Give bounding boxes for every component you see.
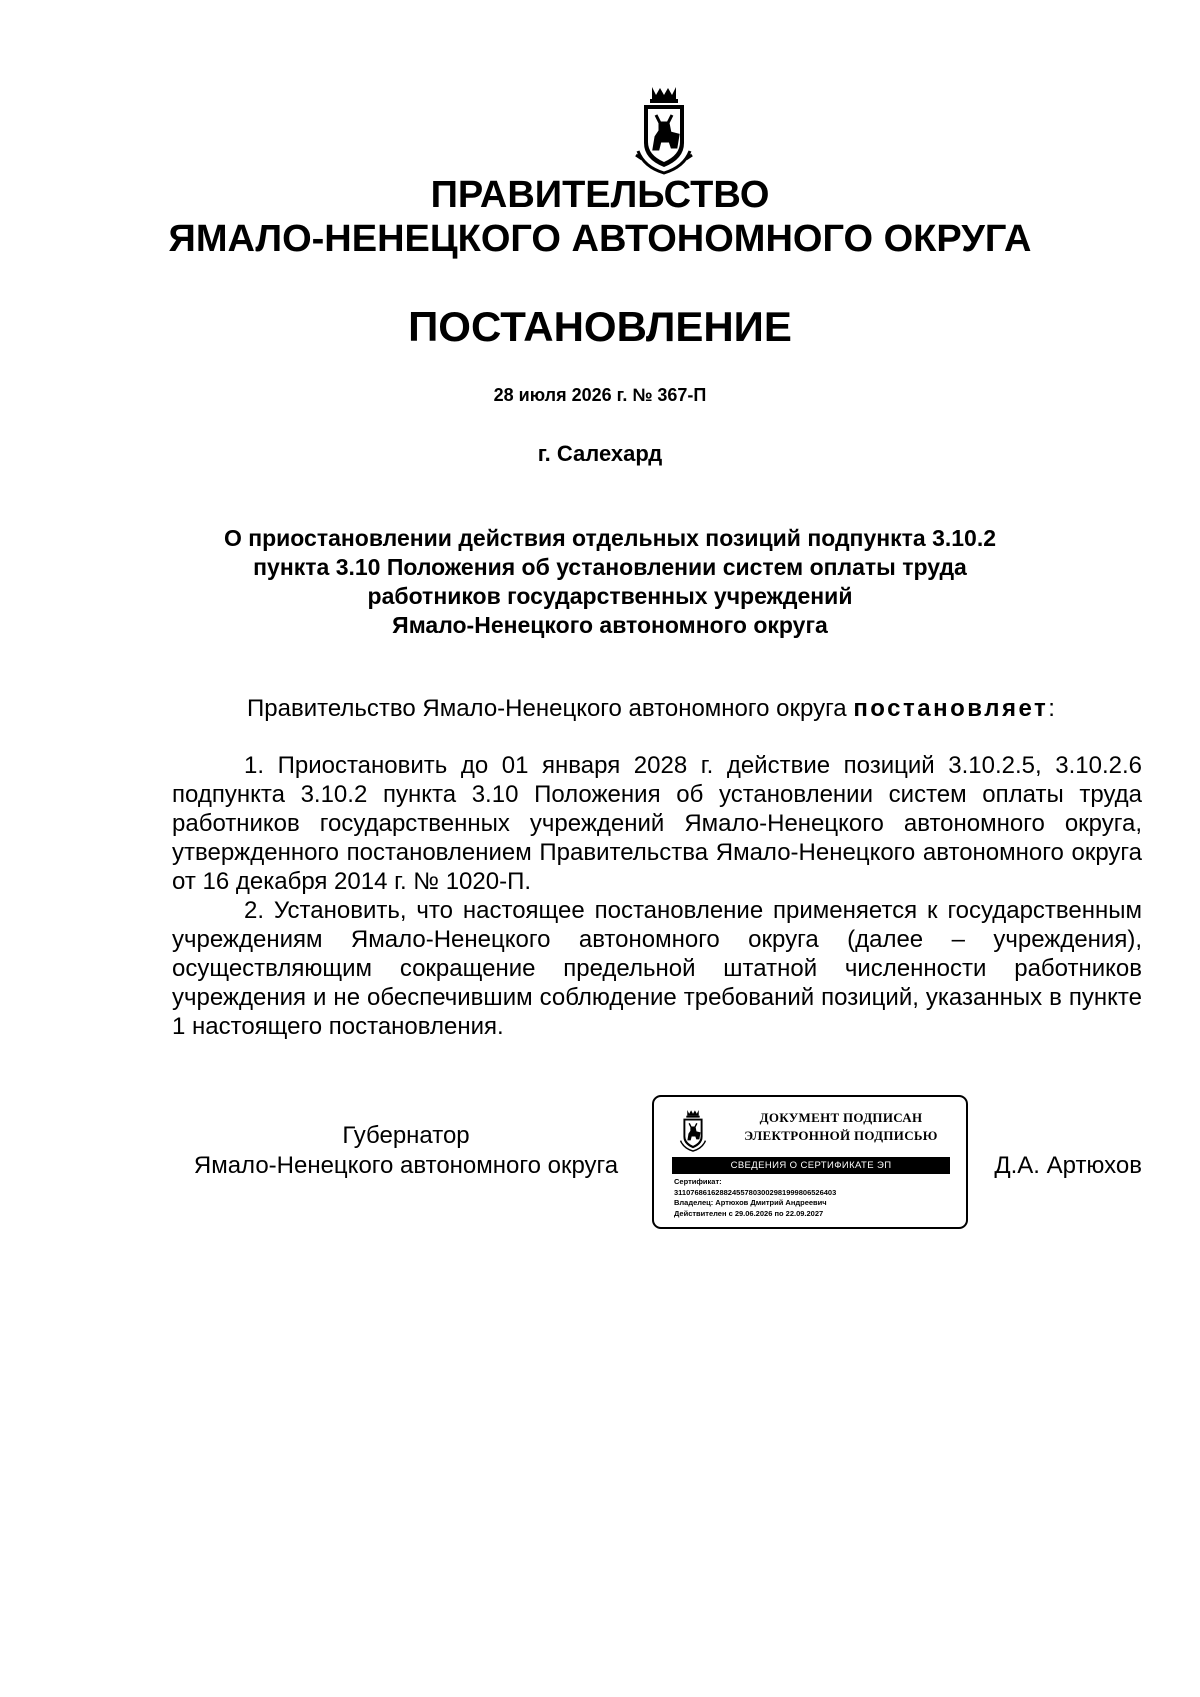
clause-2: 2. Установить, что настоящее постановление применяется к государственным учреждениям Ямало-Ненецкого автономного округа (далее – учреждения), осуществляющим сокращение предельной штатной численности работников учреждения и не обеспечившим соблюдение требований позиций, указанных в пункте 1 настоящего постановления. (172, 897, 1142, 1040)
city-line: г. Салехард (537, 441, 663, 466)
cert-label: Сертификат: (674, 1177, 722, 1186)
signatory-name: Д.А. Артюхов (994, 1152, 1142, 1179)
preamble-tail: : (1048, 695, 1055, 722)
document-body (172, 751, 1142, 1041)
subject-line: О приостановлении действия отдельных позиций подпункта 3.10.2 (223, 525, 997, 551)
coat-of-arms-icon (678, 1109, 708, 1153)
subject-line: работников государственных учреждений (367, 583, 853, 609)
subject-line: пункта 3.10 Положения об установлении систем оплаты труда (253, 554, 967, 580)
signatory-title (172, 1121, 640, 1181)
signatory-title-line2: Ямало-Ненецкого автономного округа (193, 1152, 619, 1179)
preamble (172, 694, 1142, 724)
signatory-title-line1: Губернатор (342, 1122, 470, 1149)
cert-owner: Владелец: Артюхов Дмитрий Андреевич (674, 1198, 827, 1207)
date-and-number: 28 июля 2026 г. № 367-П (493, 385, 707, 405)
stamp-title (726, 1109, 956, 1145)
preamble-text: Правительство Ямало-Ненецкого автономного округа (247, 695, 854, 722)
government-title-line2: ЯМАЛО-НЕНЕЦКОГО АВТОНОМНОГО ОКРУГА (168, 218, 1032, 260)
stamp-certificate-bar: СВЕДЕНИЯ О СЕРТИФИКАТЕ ЭП (672, 1157, 950, 1174)
coat-of-arms-icon (634, 85, 694, 177)
stamp-title-line1: ДОКУМЕНТ ПОДПИСАН (759, 1110, 923, 1125)
document-subject (170, 524, 1050, 640)
preamble-emphasis: постановляет (853, 695, 1049, 722)
subject-line: Ямало-Ненецкого автономного округа (392, 612, 828, 638)
document-type: ПОСТАНОВЛЕНИЕ (408, 303, 792, 350)
cert-number: 311076861628824557803002981999806526403 (674, 1187, 837, 1197)
stamp-certificate-details (674, 1177, 960, 1219)
stamp-title-line2: ЭЛЕКТРОННОЙ ПОДПИСЬЮ (744, 1128, 938, 1143)
government-title-line1: ПРАВИТЕЛЬСТВО (430, 174, 770, 216)
cert-validity: Действителен с 29.06.2026 по 22.09.2027 (674, 1208, 824, 1218)
clause-1: 1. Приостановить до 01 января 2028 г. действие позиций 3.10.2.5, 3.10.2.6 подпункта 3.10.2 пункта 3.10 Положения об установлении систем оплаты труда работников государственных учреждений Ямало-Ненецкого автономного округа, утвержденного постановлением Правительства Ямало-Ненецкого автономного округа от 16 декабря 2014 г. № 1020-П. (172, 752, 1142, 895)
electronic-signature-stamp (652, 1095, 968, 1229)
